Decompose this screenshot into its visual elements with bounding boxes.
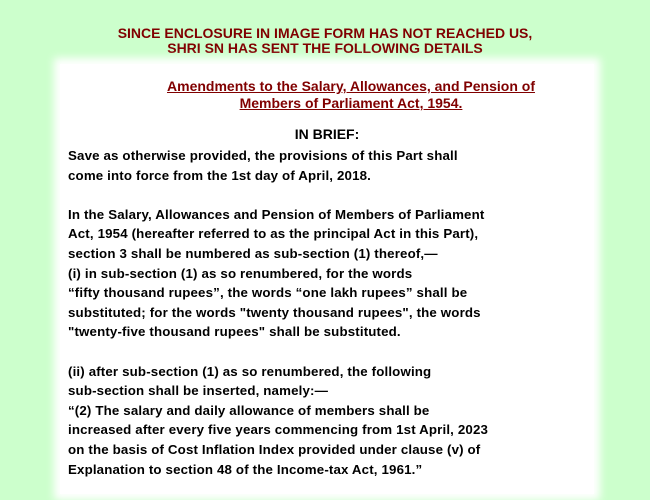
text-line: section 3 shall be numbered as sub-section (1) thereof,— [68,245,438,261]
title-line-1: Amendments to the Salary, Allowances, and Pension of [167,78,535,94]
text-line: In the Salary, Allowances and Pension of Members of Parliament [68,206,485,222]
text-line: “(2) The salary and daily allowance of members shall be [68,402,430,418]
text-line: Save as otherwise provided, the provisions of this Part shall [68,148,458,163]
notice-line-2: SHRI SN HAS SENT THE FOLLOWING DETAILS [167,40,483,56]
paragraph-section-3 [68,205,594,342]
brief-heading: IN BRIEF: [294,126,360,142]
text-line: on the basis of Cost Inflation Index provided under clause (v) of [68,441,481,457]
text-line: (i) in sub-section (1) as so renumbered, for the words [68,265,413,281]
text-line: Explanation to section 48 of the Income-tax Act, 1961.” [68,461,423,477]
text-line: come into force from the 1st day of April, 2018. [68,167,372,183]
text-line: Act, 1954 (hereafter referred to as the principal Act in this Part), [68,226,479,242]
document-panel [60,64,594,494]
text-line: increased after every five years commencing from 1st April, 2023 [68,422,489,438]
notice-line-1: SINCE ENCLOSURE IN IMAGE FORM HAS NOT REACHED US, [117,25,533,41]
text-line: substituted; for the words "twenty thousand rupees", the words [68,304,481,320]
text-line: “fifty thousand rupees”, the words “one lakh rupees” shall be [68,285,468,301]
paragraph-commencement [68,146,594,185]
paragraph-subsection-2 [68,362,594,480]
text-line: (ii) after sub-section (1) as so renumbered, the following [68,363,432,379]
document-body [68,146,594,479]
title-line-2: Members of Parliament Act, 1954. [239,95,463,111]
text-line: sub-section shall be inserted, namely:— [68,383,329,399]
notice-header [0,26,650,56]
text-line: "twenty-five thousand rupees" shall be substituted. [68,324,401,340]
document-title [130,78,572,112]
